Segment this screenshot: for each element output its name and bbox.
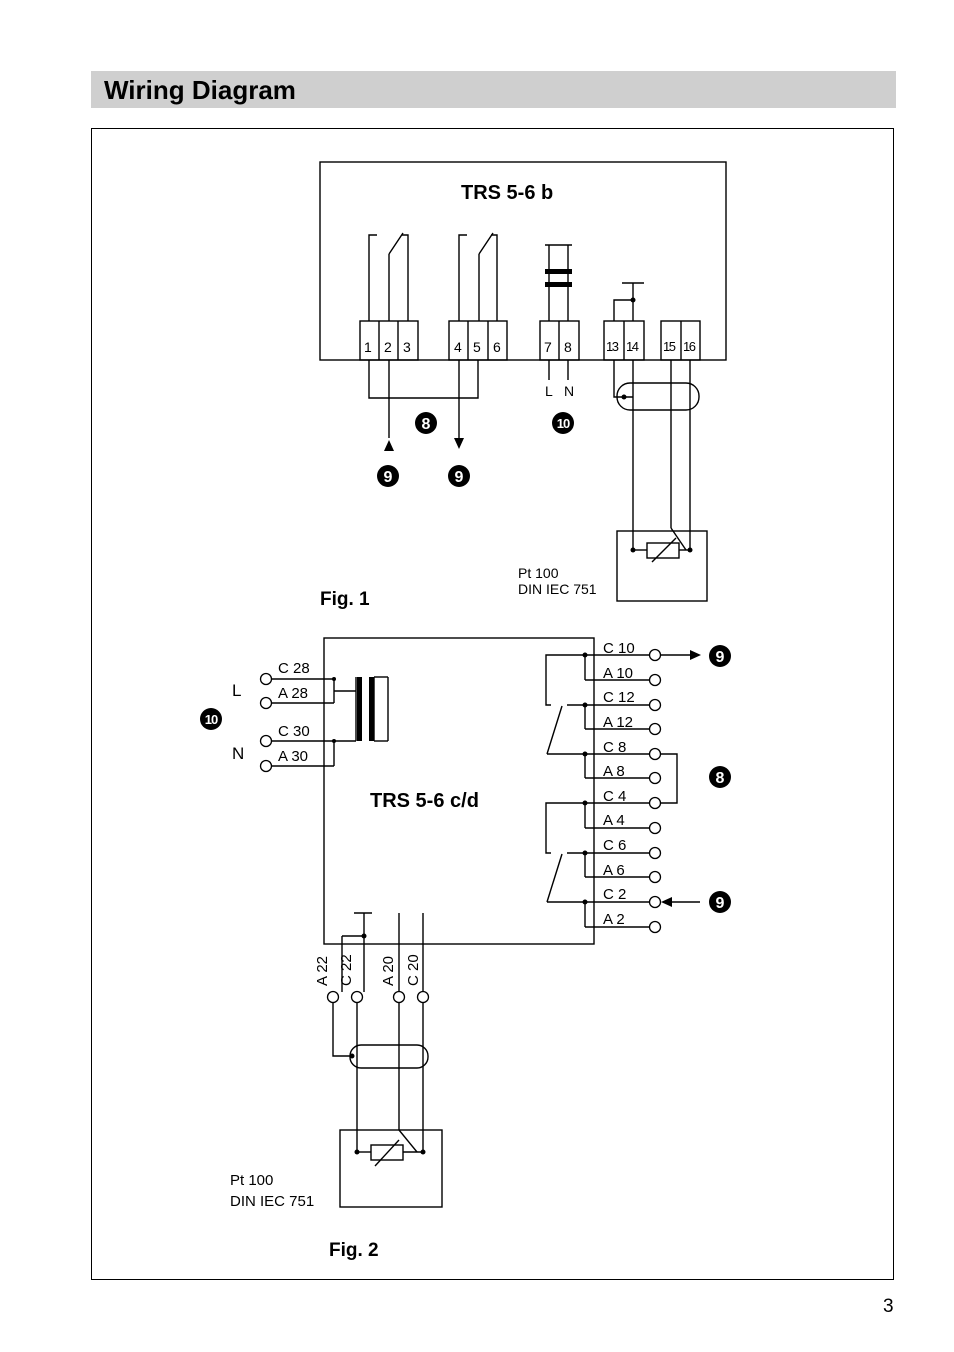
- fig1-terminal: 7: [544, 339, 552, 355]
- fig1-terminal: 4: [454, 339, 462, 355]
- fig2-right-terminal: C 10: [603, 640, 635, 657]
- svg-text:10: 10: [556, 416, 570, 431]
- fig2-right-terminal: C 2: [603, 886, 627, 903]
- fig2-mains-N: N: [232, 744, 245, 763]
- fig1-terminal: 6: [493, 339, 501, 355]
- fig1-callout-9a: [377, 465, 399, 487]
- fig1-sensor-label1: Pt 100: [518, 565, 559, 581]
- fig2-callout-9a: [709, 645, 731, 667]
- fig2-callout-8: [709, 766, 731, 788]
- fig1-terminal: 16: [683, 339, 695, 354]
- fig2-right-terminal: A 4: [603, 812, 625, 829]
- fig2-bottom-terminal: C 22: [338, 954, 355, 986]
- svg-text:9: 9: [715, 895, 725, 912]
- fig2-right-terminal: A 8: [603, 763, 625, 780]
- fig1-terminal: 13: [606, 339, 618, 354]
- fig2-sensor-label2: DIN IEC 751: [230, 1193, 315, 1210]
- svg-text:8: 8: [421, 416, 431, 433]
- page-number: 3: [883, 1296, 894, 1317]
- svg-text:9: 9: [454, 469, 464, 486]
- fig1-terminal: 3: [403, 339, 411, 355]
- fig2-left-terminal: C 28: [278, 660, 310, 677]
- fig1-terminal: 8: [564, 339, 572, 355]
- fig1-mains-N: N: [564, 383, 575, 399]
- fig2-bottom-terminal: A 22: [314, 955, 331, 986]
- fig2-caption: Fig. 2: [329, 1240, 379, 1261]
- fig2-right-terminal: A 10: [603, 665, 634, 682]
- page-title: Wiring Diagram: [104, 75, 296, 105]
- fig2-right-terminal: A 12: [603, 714, 634, 731]
- fig1-sensor-box: [617, 531, 707, 601]
- fig2-left-terminal: A 30: [278, 748, 309, 765]
- fig2-left-terminal: A 28: [278, 685, 309, 702]
- fig2-right-terminal: A 6: [603, 862, 625, 879]
- fig1-terminal: 15: [663, 339, 675, 354]
- fig2-bottom-terminal: A 20: [380, 955, 397, 986]
- fig2-right-terminal: C 8: [603, 739, 627, 756]
- fig2-sensor-label1: Pt 100: [230, 1172, 274, 1189]
- fig1-terminal: 5: [473, 339, 481, 355]
- svg-text:9: 9: [383, 469, 393, 486]
- fig1-callout-9b: [448, 465, 470, 487]
- fig2-left-terminal: C 30: [278, 723, 310, 740]
- fig2-right-terminal: C 4: [603, 788, 627, 805]
- fig1-terminal: 2: [384, 339, 392, 355]
- fig1-callout-10: [552, 412, 574, 434]
- fig1-mains-L: L: [545, 383, 553, 399]
- fig2-bottom-terminal: C 20: [405, 954, 422, 986]
- fig2-callout-10: [200, 708, 222, 730]
- fig2-right-terminal: C 12: [603, 689, 635, 706]
- fig2-mains-L: L: [232, 681, 242, 700]
- svg-text:9: 9: [715, 649, 725, 666]
- fig1-device-label: TRS 5-6 b: [461, 182, 554, 204]
- fig1-caption: Fig. 1: [320, 589, 370, 610]
- fig2-sensor-box: [340, 1130, 442, 1207]
- fig2-right-terminal: A 2: [603, 911, 625, 928]
- svg-text:10: 10: [204, 712, 218, 727]
- fig1-terminal: 14: [626, 339, 638, 354]
- fig2-right-terminal: C 6: [603, 837, 627, 854]
- fig2-device-label: TRS 5-6 c/d: [370, 790, 479, 812]
- svg-text:8: 8: [715, 770, 725, 787]
- fig1-terminal: 1: [364, 339, 372, 355]
- fig2-callout-9b: [709, 891, 731, 913]
- fig1-sensor-label2: DIN IEC 751: [518, 581, 597, 597]
- fig1-callout-8: [415, 412, 437, 434]
